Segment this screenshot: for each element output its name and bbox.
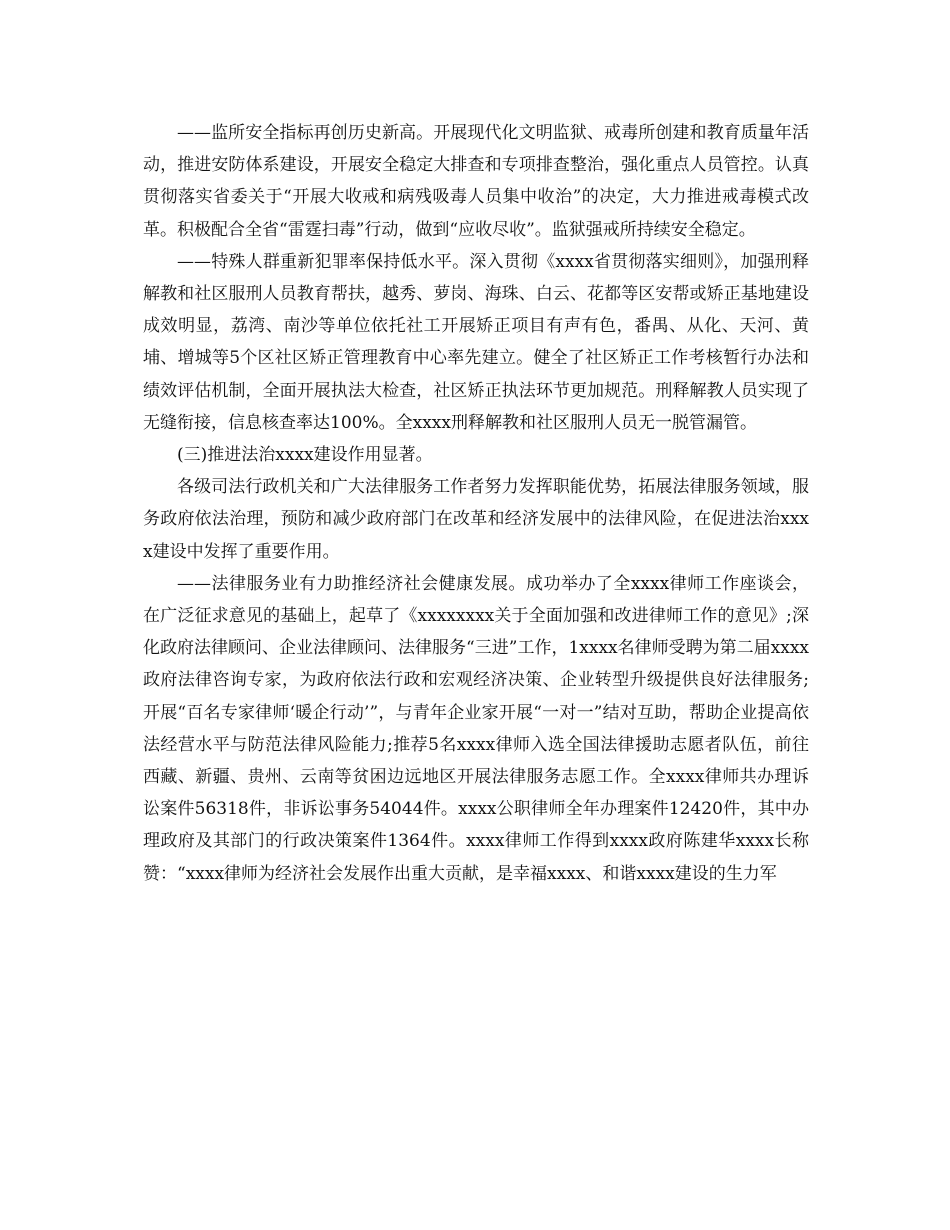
section-heading-rule-of-law: (三)推进法治xxxx建设作用显著。	[177, 445, 433, 466]
paragraph-legal-services-intro: 各级司法行政机关和广大法律服务工作者努力发挥职能优势，拓展法律服务领域，服务政府依法治理，预防和减少政府部门在改革和经济发展中的法律风险，在促进法治xxxx建设中发挥了重要作用。	[143, 477, 809, 562]
paragraph-legal-services-economy: ——法律服务业有力助推经济社会健康发展。成功举办了全xxxx律师工作座谈会，在广泛征求意见的基础上，起草了《xxxxxxxx关于全面加强和改进律师工作的意见》;深化政府法律顾问、企业法律顾问、法律服务“三进”工作，1xxxx名律师受聘为第二届xxxx政府法律咨询专家，为政府依法行政和宏观经济决策、企业转型升级提供良好法律服务;开展“百名专家律师‘暖企行动’”，与青年企业家开展“一对一”结对互助，帮助企业提高依法经营水平与防范法律风险能力;推荐5名xxxx律师入选全国法律援助志愿者队伍，前往西藏、新疆、贵州、云南等贫困边远地区开展法律服务志愿工作。全xxxx律师共办理诉讼案件56318件，非诉讼事务54044件。xxxx公职律师全年办理案件12420件，其中办理政府及其部门的行政决策案件1364件。xxxx律师工作得到xxxx政府陈建华xxxx长称赞：“xxxx律师为经济社会发展作出重大贡献，是幸福xxxx、和谐xxxx建设的生力军	[143, 573, 809, 884]
document-body	[143, 117, 809, 890]
paragraph-prison-safety: ——监所安全指标再创历史新高。开展现代化文明监狱、戒毒所创建和教育质量年活动，推进安防体系建设，开展安全稳定大排查和专项排查整治，强化重点人员管控。认真贯彻落实省委关于“开展大收戒和病残吸毒人员集中收治”的决定，大力推进戒毒模式改革。积极配合全省“雷霆扫毒”行动，做到“应收尽收”。监狱强戒所持续安全稳定。	[143, 123, 809, 240]
paragraph-recidivism: ——特殊人群重新犯罪率保持低水平。深入贯彻《xxxx省贯彻落实细则》，加强刑释解教和社区服刑人员教育帮扶，越秀、萝岗、海珠、白云、花都等区安帮或矫正基地建设成效明显，荔湾、南沙等单位依托社工开展矫正项目有声有色，番禺、从化、天河、黄埔、增城等5个区社区矫正管理教育中心率先建立。健全了社区矫正工作考核暂行办法和绩效评估机制，全面开展执法大检查，社区矫正执法环节更加规范。刑释解教人员实现了无缝衔接，信息核查率达100%。全xxxx刑释解教和社区服刑人员无一脱管漏管。	[143, 251, 809, 433]
